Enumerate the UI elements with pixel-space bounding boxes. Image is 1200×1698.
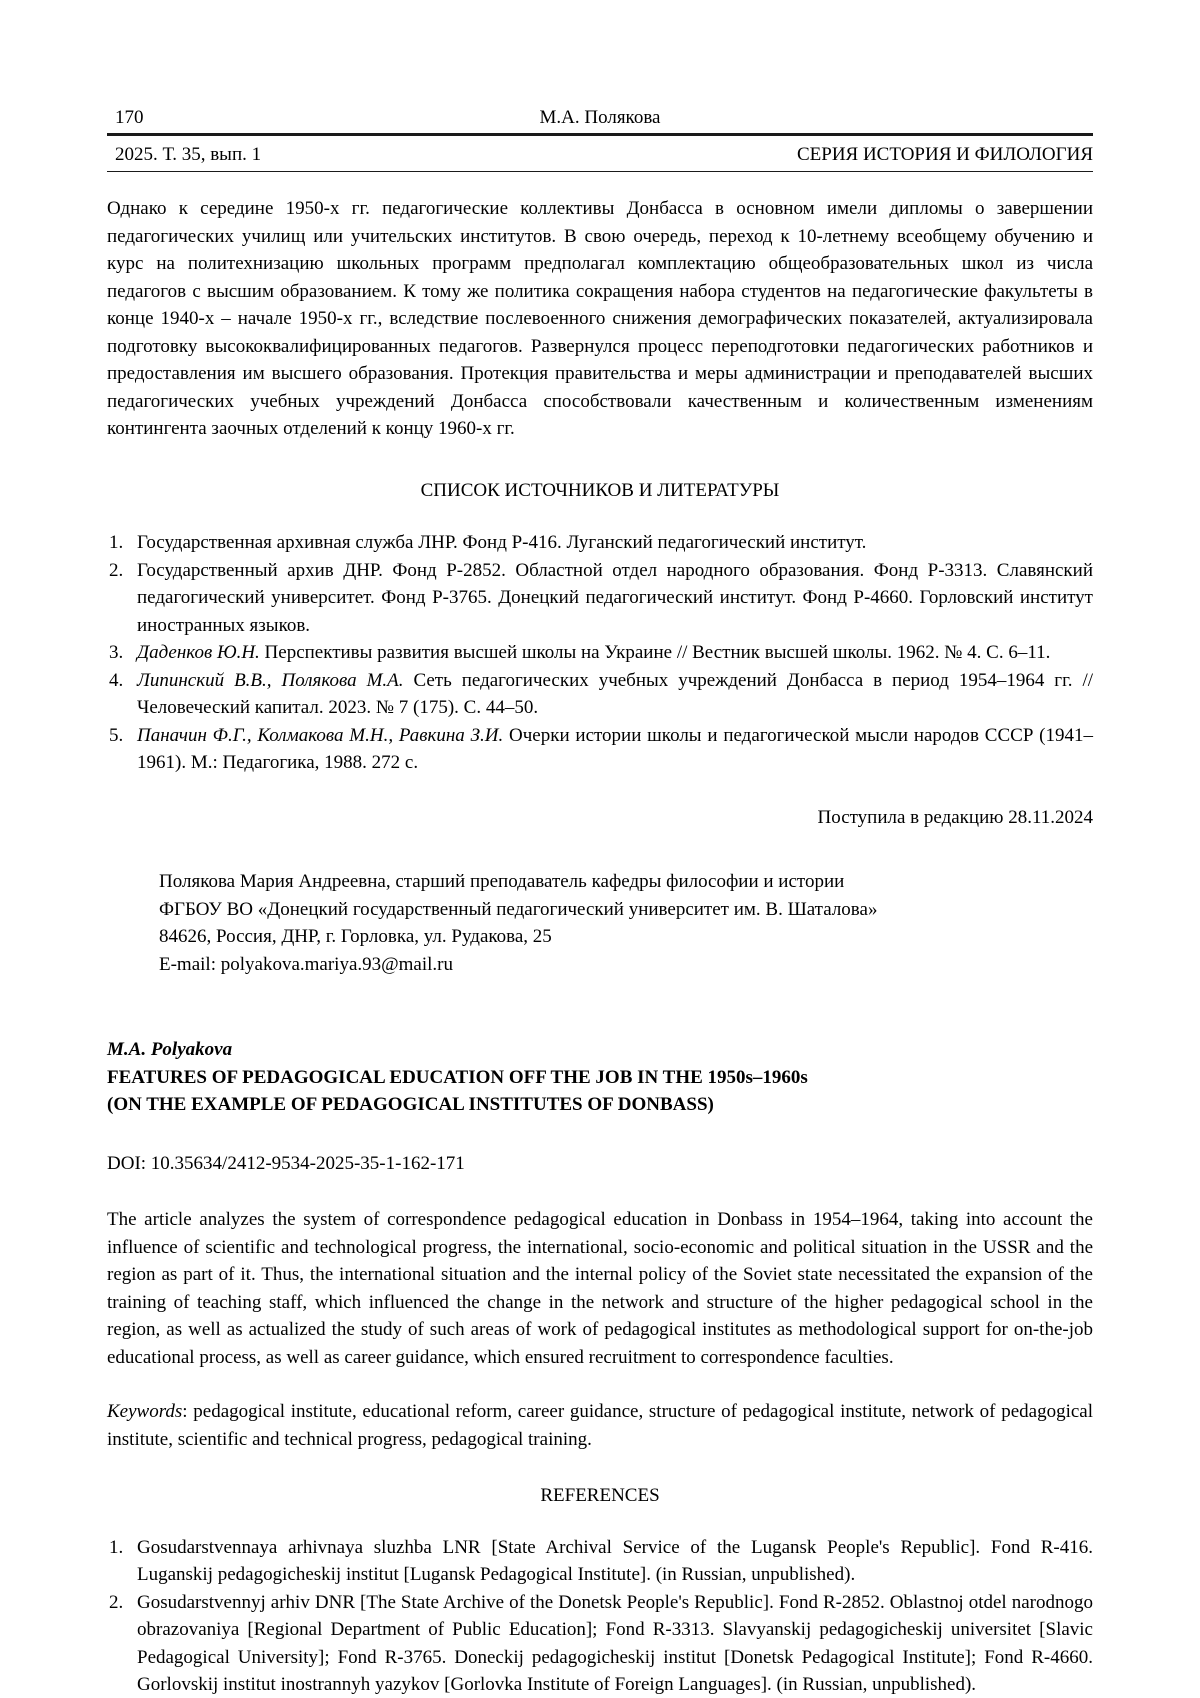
reference-item: 5. Паначин Ф.Г., Колмакова М.Н., Равкина З.И. Очерки истории школы и педагогической мысли народов СССР (1941–1961). М.: Педагогика, 1988. 272 с.: [107, 722, 1093, 777]
reference-authors: Липинский В.В., Полякова М.А.: [137, 669, 404, 691]
page-number: 170: [115, 107, 144, 128]
english-title-line1: FEATURES OF PEDAGOGICAL EDUCATION OFF THE JOB IN THE 1950s–1960s: [107, 1066, 808, 1088]
keywords-paragraph: [107, 1398, 1093, 1453]
header-rule-thin: [107, 171, 1093, 172]
abstract-paragraph: The article analyzes the system of correspondence pedagogical education in Donbass in 1954–1964, taking into account the influence of scientific and technological progress, the international, socio-economic and political situation in the USSR and the region as part of it. Thus, the international situation and the internal policy of the Soviet state necessitated the expansion of the training of teaching staff, which influenced the change in the network and structure of the higher pedagogical school in the region, as well as actualized the study of such areas of work of pedagogical institutes as methodological support for on-the-job educational process, as well as career guidance, which ensured recruitment to correspondence faculties.: [107, 1209, 1093, 1368]
header-row-top: [107, 104, 1093, 130]
reference-authors: Паначин Ф.Г., Колмакова М.Н., Равкина З.И.: [137, 724, 504, 746]
author-info-block: [159, 868, 1093, 978]
reference-number: 1.: [109, 1536, 124, 1558]
running-author: М.А. Полякова: [539, 107, 661, 128]
references-heading: REFERENCES: [540, 1485, 660, 1506]
doi: DOI: 10.35634/2412-9534-2025-35-1-162-171: [107, 1152, 465, 1174]
author-address-line: 84626, Россия, ДНР, г. Горловка, ул. Рудакова, 25: [159, 926, 552, 947]
reference-item: 4. Липинский В.В., Полякова М.А. Сеть педагогических учебных учреждений Донбасса в период 1954–1964 гг. // Человеческий капитал. 2023. № 7 (175). С. 44–50.: [107, 667, 1093, 722]
reference-item: 1. Государственная архивная служба ЛНР. Фонд Р-416. Луганский педагогический институт.: [107, 529, 1093, 557]
keywords-label: Keywords: [107, 1401, 183, 1422]
keywords-text: : pedagogical institute, educational reform, career guidance, structure of pedagogical institute, network of pedagogical institute, scientific and technical progress, pedagogical training.: [107, 1401, 1093, 1450]
english-author: M.A. Polyakova: [107, 1039, 233, 1060]
ru-reference-list: [107, 529, 1093, 777]
reference-number: 2.: [109, 559, 124, 581]
reference-item: 3. Даденков Ю.Н. Перспективы развития высшей школы на Украине // Вестник высшей школы. 1962. № 4. С. 6–11.: [107, 639, 1093, 667]
series-title: СЕРИЯ ИСТОРИЯ И ФИЛОЛОГИЯ: [796, 144, 1093, 165]
header-rule-thick: [107, 133, 1093, 136]
author-affiliation-line: ФГБОУ ВО «Донецкий государственный педагогический университет им. В. Шаталова»: [159, 898, 878, 920]
body-paragraph: Однако к середине 1950-х гг. педагогические коллективы Донбасса в основном имели дипломы о завершении педагогических училищ или учительских институтов. В свою очередь, переход к 10-летнему всеобщему обучению и курс на политехнизацию школьных программ предполагал комплектацию общеобразовательных школ из числа педагогов с высшим образованием. К тому же политика сокращения набора студентов на педагогические факультеты в конце 1940-х – начале 1950-х гг., вследствие послевоенного снижения демографических показателей, актуализировала подготовку высококвалифицированных педагогов. Развернулся процесс переподготовки педагогических работников и предоставления им высшего образования. Протекция правительства и меры администрации и преподавателей высших педагогических учебных учреждений Донбасса способствовали качественным и количественным изменениям контингента заочных отделений к концу 1960-х гг.: [107, 198, 1093, 439]
author-name-line: Полякова Мария Андреевна, старший преподаватель кафедры философии и истории: [159, 871, 845, 892]
received-date: Поступила в редакцию 28.11.2024: [817, 806, 1093, 828]
header-row-bottom: [107, 141, 1093, 167]
issue-info: 2025. Т. 35, вып. 1: [115, 144, 262, 165]
reference-authors: Даденков Ю.Н.: [137, 642, 260, 663]
reference-number: 4.: [109, 669, 124, 691]
reference-item: 1. Gosudarstvennaya arhivnaya sluzhba LNR [State Archival Service of the Lugansk People's Republic]. Fond R-416. Luganskij pedagogicheskij institut [Lugansk Pedagogical Institute]. (in Russian, unpublished).: [107, 1534, 1093, 1589]
reference-number: 3.: [109, 642, 124, 663]
sources-heading: СПИСОК ИСТОЧНИКОВ И ЛИТЕРАТУРЫ: [420, 479, 780, 501]
eng-reference-list: [107, 1534, 1093, 1698]
reference-number: 1.: [109, 532, 124, 553]
english-title-line2: (ON THE EXAMPLE OF PEDAGOGICAL INSTITUTES OF DONBASS): [107, 1094, 714, 1115]
reference-item: 2. Gosudarstvennyj arhiv DNR [The State Archive of the Donetsk People's Republic]. Fond R-2852. Oblastnoj otdel narodnogo obrazovaniya [Regional Department of Public Education]; Fond R-3313. Slavyanskij pedagogicheskij universitet [Slavic Pedagogical University]; Fond R-3765. Doneckij pedagogicheskij institut [Donetsk Pedagogical Institute]; Fond R-4660. Gorlovskij institut inostrannyh yazykov [Gorlovka Institute of Foreign Languages]. (in Russian, unpublished).: [107, 1589, 1093, 1698]
reference-item: 2. Государственный архив ДНР. Фонд Р-2852. Областной отдел народного образования. Фонд Р-3313. Славянский педагогический университет. Фонд Р-3765. Донецкий педагогический институт. Фонд Р-4660. Горловский институт иностранных языков.: [107, 557, 1093, 640]
reference-number: 5.: [109, 724, 124, 746]
author-email-line: E-mail: polyakova.mariya.93@mail.ru: [159, 953, 453, 975]
reference-number: 2.: [109, 1591, 124, 1613]
